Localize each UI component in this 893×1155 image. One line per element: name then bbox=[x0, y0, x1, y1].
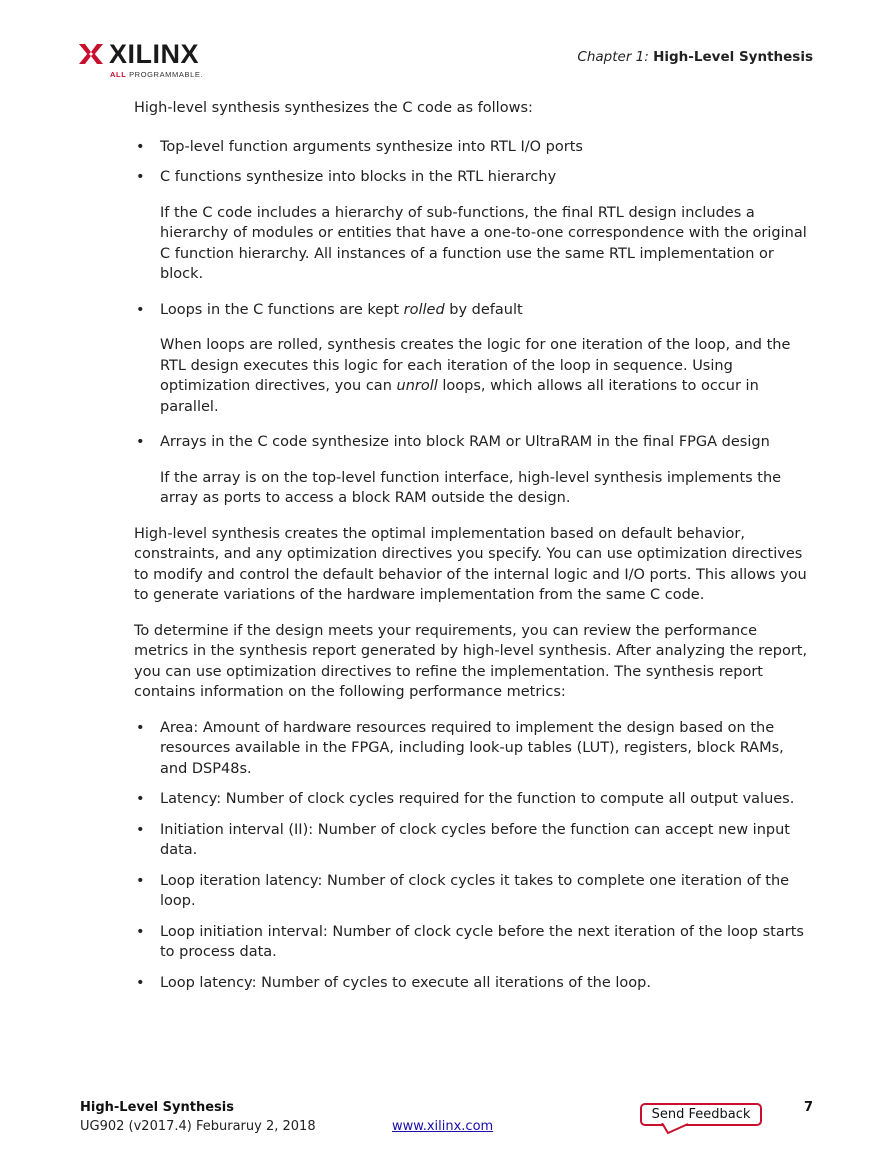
bullet-text: Loop latency: Number of cycles to execute all iterations of the loop. bbox=[160, 974, 651, 991]
bullet-detail-paragraph: If the array is on the top-level function interface, high-level synthesis implements the array as ports to access a block RAM outside the design. bbox=[160, 469, 782, 506]
body-paragraph: To determine if the design meets your requirements, you can review the performance metrics in the synthesis report generated by high-level synthesis. After analyzing the report, you can use optimization directives to refine the implementation. The synthesis report contains information on the following performance metrics: bbox=[134, 622, 808, 700]
xilinx-logo bbox=[79, 40, 219, 82]
bullet-glyph: • bbox=[136, 791, 145, 807]
bullet-text: C functions synthesize into blocks in the RTL hierarchy bbox=[160, 169, 557, 185]
send-feedback-button[interactable]: Send Feedback bbox=[640, 1103, 762, 1126]
body-paragraph: High-level synthesis creates the optimal implementation based on default behavior, constraints, and any optimization directives you specify. You can use optimization directives to modify and control the default behavior of the internal logic and I/O ports. This allows you to generate variations of the hardware implementation from the same C code. bbox=[134, 525, 807, 603]
footer-website-link[interactable]: www.xilinx.com bbox=[392, 1119, 494, 1134]
bullet-text: Arrays in the C code synthesize into block RAM or UltraRAM in the final FPGA design bbox=[160, 434, 770, 450]
chapter-heading bbox=[577, 49, 813, 65]
bullet-text: Latency: Number of clock cycles required for the function to compute all output values. bbox=[160, 791, 795, 807]
main-content bbox=[134, 98, 814, 993]
bullet-glyph: • bbox=[136, 719, 145, 736]
chapter-label: Chapter 1: bbox=[577, 49, 649, 65]
xilinx-x-mark-icon bbox=[79, 42, 103, 66]
bullet-glyph: • bbox=[136, 974, 145, 991]
chapter-title: High-Level Synthesis bbox=[653, 49, 813, 65]
bullet-text: Area: Amount of hardware resources required to implement the design based on the resources available in the FPGA, including look-up tables (LUT), registers, block RAMs, and DSP48s. bbox=[160, 719, 784, 777]
logo-tagline: ALL PROGRAMMABLE. bbox=[110, 70, 204, 79]
bullet-text: Loops in the C functions are kept rolled by default bbox=[160, 301, 523, 318]
bullet-text: Loop initiation interval: Number of clock cycle before the next iteration of the loop starts to process data. bbox=[160, 923, 804, 960]
bullet-text: Loop iteration latency: Number of clock cycles it takes to complete one iteration of the loop. bbox=[160, 872, 790, 909]
list-item bbox=[134, 167, 814, 188]
bullet-glyph: • bbox=[136, 434, 145, 450]
intro-paragraph: High-level synthesis synthesizes the C code as follows: bbox=[134, 100, 533, 116]
logo-wordmark: XILINX bbox=[109, 39, 200, 69]
bullet-text: Initiation interval (II): Number of clock cycles before the function can accept new input data. bbox=[160, 821, 790, 858]
feedback-bubble-tail-icon bbox=[660, 1123, 690, 1135]
list-item bbox=[134, 789, 814, 810]
list-item bbox=[134, 432, 814, 453]
page-number: 7 bbox=[803, 1100, 813, 1115]
list-item bbox=[134, 137, 814, 158]
bullet-detail-paragraph: If the C code includes a hierarchy of sub-functions, the final RTL design includes a hierarchy of modules or entities that have a one-to-one correspondence with the original C function hierarchy. All instances of a function use the same RTL implementation or block. bbox=[160, 204, 807, 282]
list-item bbox=[134, 300, 814, 321]
footer-title: High-Level Synthesis bbox=[80, 1100, 234, 1115]
footer-document-id: UG902 (v2017.4) Feburaruy 2, 2018 bbox=[80, 1119, 316, 1134]
list-item bbox=[134, 871, 814, 912]
list-item bbox=[134, 718, 814, 780]
bullet-glyph: • bbox=[136, 923, 145, 940]
bullet-glyph: • bbox=[136, 821, 145, 838]
bullet-glyph: • bbox=[136, 301, 145, 318]
bullet-text: Top-level function arguments synthesize into RTL I/O ports bbox=[160, 138, 583, 155]
bullet-glyph: • bbox=[136, 169, 145, 185]
list-item bbox=[134, 973, 814, 994]
bullet-detail-paragraph: When loops are rolled, synthesis creates the logic for one iteration of the loop, and the RTL design executes this logic for each iteration of the loop in sequence. Using optimization directives, you can unroll loops, which allows all iterations to occur in parallel. bbox=[160, 337, 791, 415]
bullet-glyph: • bbox=[136, 138, 145, 155]
bullet-glyph: • bbox=[136, 872, 145, 889]
list-item bbox=[134, 820, 814, 861]
list-item bbox=[134, 922, 814, 963]
